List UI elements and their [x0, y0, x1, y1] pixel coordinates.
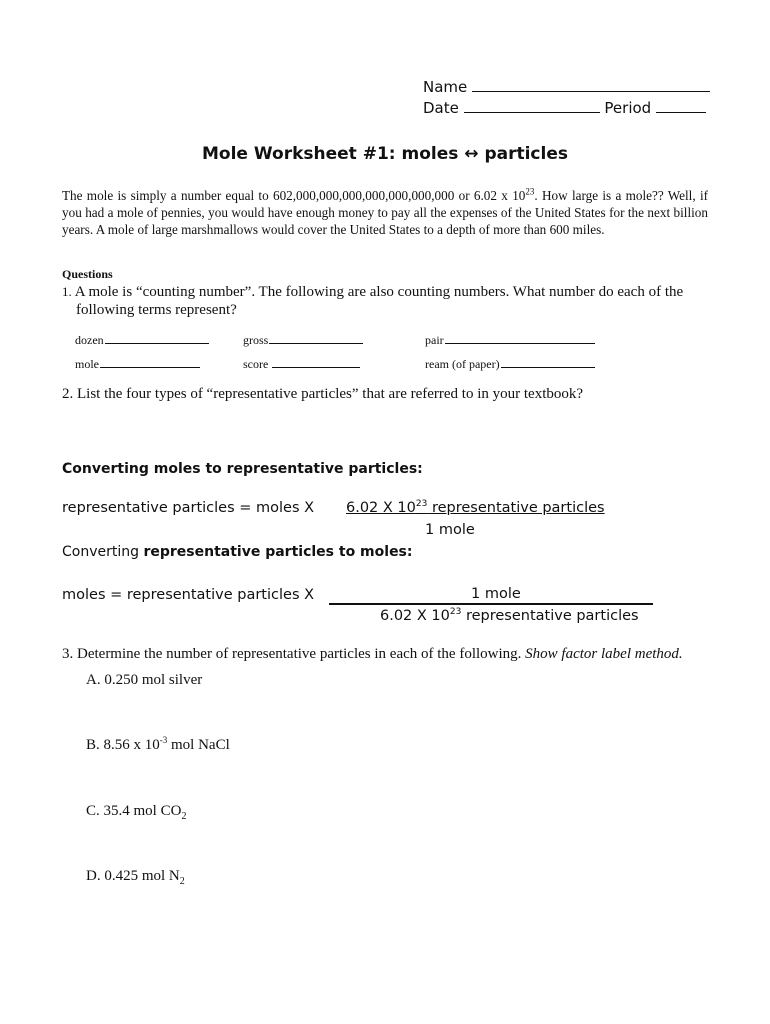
- conv1-num-base: 6.02 X 10: [346, 500, 416, 516]
- term-label: dozen: [75, 333, 104, 347]
- term-pair: [425, 331, 595, 348]
- conv2-lhs: moles = representative particles X: [62, 587, 315, 603]
- conv1-num-exp: 23: [415, 499, 428, 510]
- date-blank[interactable]: [464, 97, 600, 113]
- q3-c-sub: 2: [181, 811, 187, 822]
- date-period-line: [423, 97, 706, 117]
- answer-blank[interactable]: [445, 331, 595, 344]
- term-label: mole: [75, 357, 99, 371]
- question-2: 2. List the four types of “representative particles” that are referred to in your textbook?: [62, 386, 584, 402]
- term-label: ream (of paper): [425, 357, 500, 371]
- period-blank[interactable]: [656, 97, 706, 113]
- answer-blank[interactable]: [105, 331, 209, 344]
- answer-blank[interactable]: [100, 355, 200, 368]
- date-label: Date: [423, 99, 459, 117]
- term-label: score: [243, 357, 269, 371]
- conv1-lhs: representative particles = moles X: [62, 500, 315, 516]
- name-blank[interactable]: [472, 76, 710, 92]
- question-1: [62, 283, 722, 319]
- questions-heading: Questions: [62, 267, 113, 281]
- q3-d-sub: 2: [179, 876, 185, 887]
- question-3: [62, 646, 683, 663]
- q3-c-pre: C. 35.4 mol CO: [86, 803, 182, 819]
- term-score: [243, 355, 360, 372]
- answer-blank[interactable]: [269, 331, 363, 344]
- conv2-den-base: 6.02 X 10: [380, 608, 450, 624]
- page-title: Mole Worksheet #1: moles ↔ particles: [202, 144, 568, 164]
- name-line: [423, 76, 710, 96]
- q3-part-c: [86, 803, 186, 820]
- conv2-denominator: [380, 608, 639, 624]
- q1-number: 1.: [62, 284, 72, 299]
- q3-text: 3. Determine the number of representative particles in each of the following.: [62, 646, 526, 662]
- q3-part-b: [86, 737, 230, 754]
- intro-part2: . How large is a mole?? Well, if you had a mole of pennies, you would have enough money to pay all the expenses of the United States for the next billion years. A mole of large marshmallows would cover the United States to a depth of more than 600 miles.: [62, 188, 709, 237]
- term-mole: [75, 355, 200, 372]
- term-label: pair: [425, 333, 444, 347]
- term-ream: [425, 355, 595, 372]
- answer-blank[interactable]: [272, 355, 360, 368]
- conv2-numerator: 1 mole: [471, 586, 521, 602]
- term-gross: [243, 331, 363, 348]
- conv2-heading-a: Converting: [62, 544, 144, 560]
- conv1-heading: Converting moles to representative particles:: [62, 461, 423, 477]
- conv1-denominator: 1 mole: [425, 522, 475, 538]
- q3-b-exp: -3: [159, 735, 168, 745]
- conv2-heading-b: representative particles to moles:: [143, 544, 413, 560]
- term-label: gross: [243, 333, 269, 347]
- conv2-fraction-bar: [329, 603, 653, 605]
- conv2-heading: [62, 544, 413, 560]
- q3-b-post: mol NaCl: [167, 737, 230, 753]
- q3-d-pre: D. 0.425 mol N: [86, 868, 180, 884]
- intro-exponent: 23: [525, 186, 535, 197]
- q3-part-d: [86, 868, 185, 885]
- name-label: Name: [423, 78, 468, 96]
- q3-italic: Show factor label method.: [525, 646, 683, 662]
- answer-blank[interactable]: [501, 355, 595, 368]
- q1-line1: A mole is “counting number”. The following are also counting numbers. What number do each of the: [74, 284, 684, 300]
- conv1-num-rest: representative particles: [427, 500, 605, 516]
- intro-paragraph: [62, 187, 708, 238]
- intro-part1: The mole is simply a number equal to 602,000,000,000,000,000,000,000 or 6.02 x 10: [62, 188, 526, 203]
- conv2-den-rest: representative particles: [461, 608, 639, 624]
- q1-line2: following terms represent?: [76, 302, 237, 318]
- conv1-numerator: [346, 500, 605, 516]
- conv2-den-exp: 23: [449, 607, 462, 618]
- period-label: Period: [604, 99, 652, 117]
- q3-b-pre: B. 8.56 x 10: [86, 737, 160, 753]
- term-dozen: [75, 331, 209, 348]
- q3-part-a: A. 0.250 mol silver: [86, 672, 203, 688]
